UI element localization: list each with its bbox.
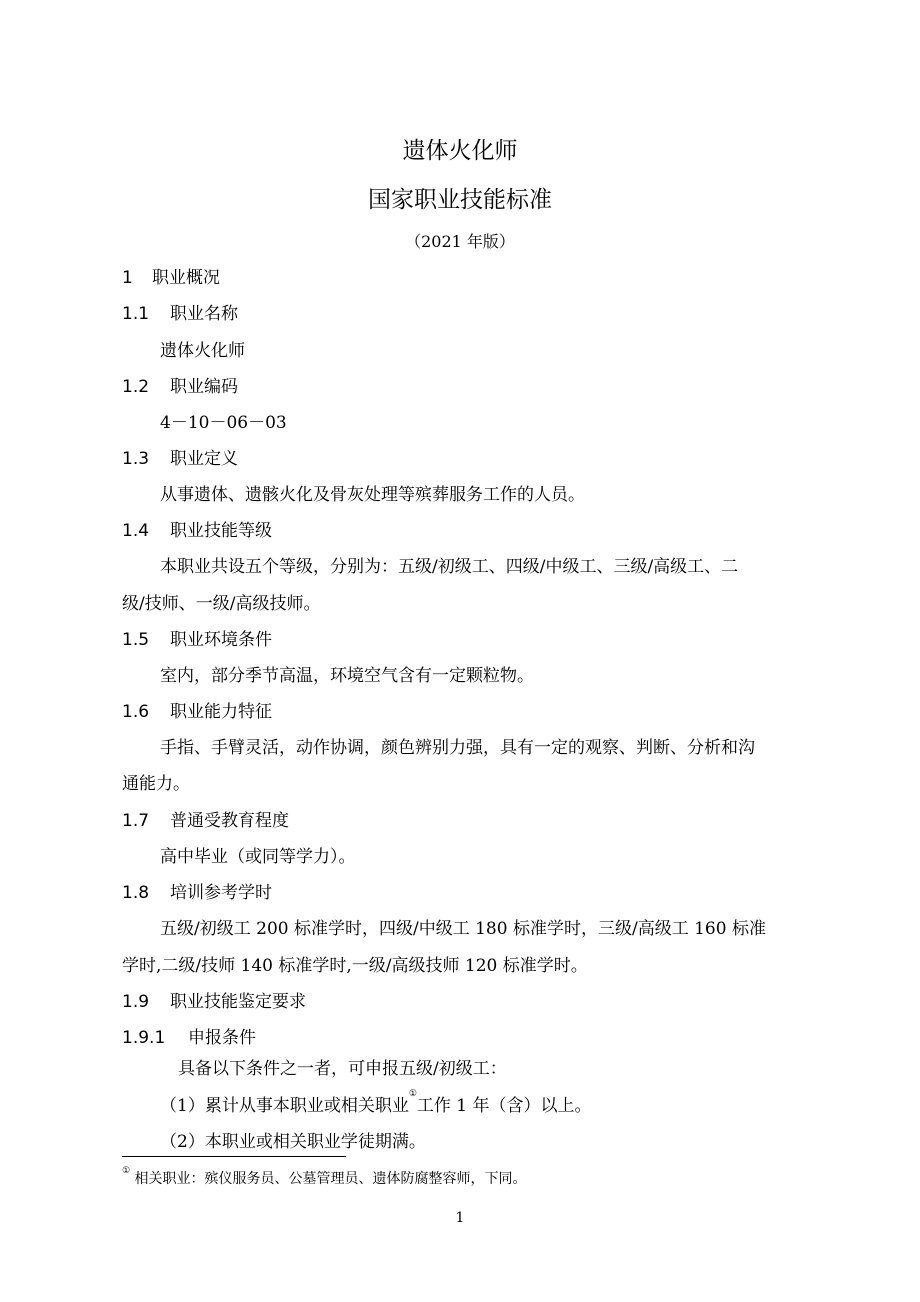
section-body: 本职业共设五个等级，分别为：五级/初级工、四级/中级工、三级/高级工、二 xyxy=(160,557,739,577)
section-title: 申报条件 xyxy=(188,1028,256,1048)
footnote-divider xyxy=(122,1156,346,1157)
section-heading-1-3 xyxy=(122,444,238,469)
section-number: 1 xyxy=(122,268,133,288)
section-body-continued: 通能力。 xyxy=(122,774,190,794)
section-number: 1.9.1 xyxy=(122,1028,166,1048)
section-heading-1-5 xyxy=(122,625,272,650)
section-heading-1-1 xyxy=(122,299,238,324)
section-heading-1-2 xyxy=(122,372,238,397)
section-number: 1.7 xyxy=(122,811,150,831)
document-title-line1: 遗体火化师 xyxy=(402,138,518,164)
section-body: 室内，部分季节高温，环境空气含有一定颗粒物。 xyxy=(160,666,534,686)
section-body: 五级/初级工 200 标准学时，四级/中级工 180 标准学时，三级/高级工 160 标准 xyxy=(160,919,766,939)
section-heading-1-8 xyxy=(122,878,272,903)
section-number: 1.4 xyxy=(122,521,150,541)
section-title: 职业编码 xyxy=(170,377,238,397)
edition-label: （2021 年版） xyxy=(405,232,515,251)
requirements-intro: 具备以下条件之一者，可申报五级/初级工： xyxy=(178,1059,507,1079)
section-title: 职业技能鉴定要求 xyxy=(170,992,306,1012)
section-body-continued: 学时,二级/技师 140 标准学时,一级/高级技师 120 标准学时。 xyxy=(122,956,588,976)
section-number: 1.6 xyxy=(122,702,150,722)
footnote-mark: ① xyxy=(122,1166,131,1176)
section-title: 培训参考学时 xyxy=(170,883,272,903)
section-body: 从事遗体、遗骸火化及骨灰处理等殡葬服务工作的人员。 xyxy=(160,485,585,505)
section-body: 4－10－06－03 xyxy=(160,413,287,433)
requirement-item-1 xyxy=(160,1091,592,1116)
requirement-text: 工作 1 年（含）以上。 xyxy=(416,1096,592,1116)
footnote xyxy=(122,1168,527,1188)
section-body-continued: 级/技师、一级/高级技师。 xyxy=(122,594,321,614)
section-number: 1.2 xyxy=(122,377,150,397)
section-number: 1.5 xyxy=(122,630,150,650)
section-number: 1.8 xyxy=(122,883,150,903)
section-heading-1-9-1 xyxy=(122,1023,256,1048)
section-body: 高中毕业（或同等学力）。 xyxy=(160,847,356,867)
section-title: 职业技能等级 xyxy=(170,521,272,541)
requirement-text: （1）累计从事本职业或相关职业 xyxy=(160,1096,409,1116)
section-number: 1.1 xyxy=(122,304,150,324)
requirement-item-2: （2）本职业或相关职业学徒期满。 xyxy=(160,1132,426,1152)
footnote-reference[interactable]: ① xyxy=(408,1089,417,1099)
section-heading-1-7 xyxy=(122,806,289,831)
document-title-line2: 国家职业技能标准 xyxy=(368,187,552,213)
section-title: 职业环境条件 xyxy=(170,630,272,650)
section-title: 职业能力特征 xyxy=(170,702,272,722)
page-number: 1 xyxy=(455,1210,465,1226)
section-body: 手指、手臂灵活，动作协调，颜色辨别力强，具有一定的观察、判断、分析和沟 xyxy=(160,738,755,758)
section-body: 遗体火化师 xyxy=(160,341,245,361)
section-heading-1-6 xyxy=(122,697,272,722)
section-number: 1.9 xyxy=(122,992,150,1012)
section-heading-1-9 xyxy=(122,987,306,1012)
section-heading-1 xyxy=(122,263,220,288)
footnote-text: 相关职业：殡仪服务员、公墓管理员、遗体防腐整容师，下同。 xyxy=(134,1171,527,1187)
section-number: 1.3 xyxy=(122,449,150,469)
section-title: 普通受教育程度 xyxy=(170,811,289,831)
section-title: 职业名称 xyxy=(170,304,238,324)
section-title: 职业定义 xyxy=(170,449,238,469)
section-title: 职业概况 xyxy=(152,268,220,288)
section-heading-1-4 xyxy=(122,516,272,541)
